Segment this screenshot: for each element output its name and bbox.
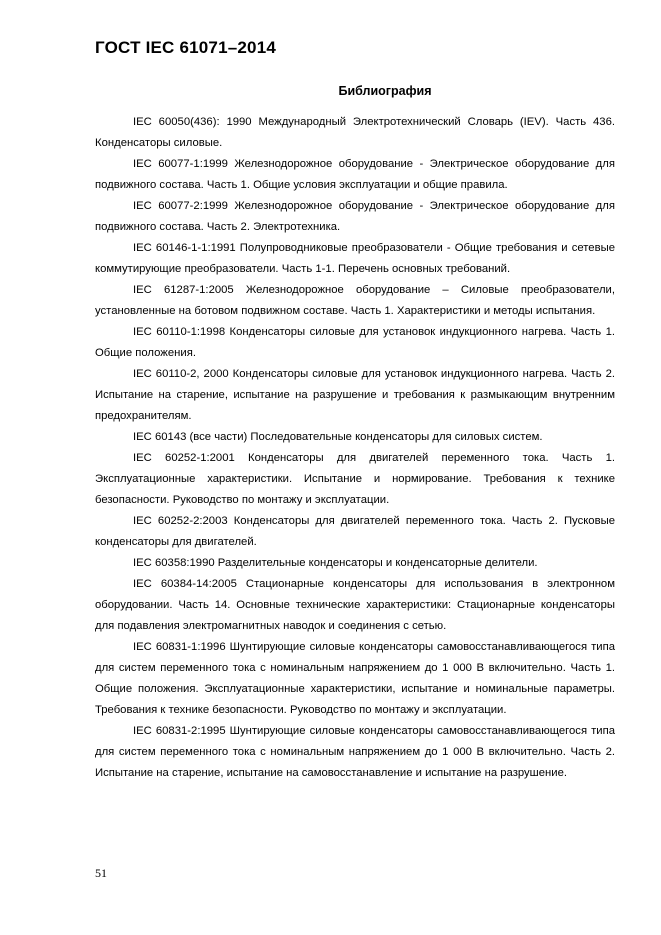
page-number: 51 [95, 866, 107, 880]
bibliography-title: Библиография [338, 84, 432, 98]
reference-entry: IEC 60384-14:2005 Стационарные конденсаторы для использования в электронном оборудовании. Часть 14. Основные технические характеристики: Стационарные конденсаторы для подавления электромагнитных наводок и соединения с сетью. [95, 578, 615, 632]
reference-entry: IEC 60143 (все части) Последовательные конденсаторы для силовых систем. [133, 431, 543, 443]
reference-entry: IEC 60110-1:1998 Конденсаторы силовые для установок индукционного нагрева. Часть 1. Общие положения. [95, 326, 615, 359]
reference-entry: IEC 60077-1:1999 Железнодорожное оборудование - Электрическое оборудование для подвижного состава. Часть 1. Общие условия эксплуатации и общие правила. [95, 158, 615, 191]
reference-entry: IEC 60358:1990 Разделительные конденсаторы и конденсаторные делители. [133, 557, 538, 569]
reference-entry: IEC 60146-1-1:1991 Полупроводниковые преобразователи - Общие требования и сетевые коммутирующие преобразователи. Часть 1-1. Перечень основных требований. [95, 242, 615, 275]
reference-entry: IEC 60110-2, 2000 Конденсаторы силовые для установок индукционного нагрева. Часть 2. Испытание на старение, испытание на разрушение и требования к размыкающим внутренним предохранителям. [95, 368, 615, 422]
reference-entry: IEC 60252-1:2001 Конденсаторы для двигателей переменного тока. Часть 1. Эксплуатационные характеристики. Испытание и нормирование. Требования к технике безопасности. Руководство по монтажу и эксплуатации. [95, 452, 615, 506]
reference-entry: IEC 60077-2:1999 Железнодорожное оборудование - Электрическое оборудование для подвижного состава. Часть 2. Электротехника. [95, 200, 615, 233]
reference-entry: IEC 60050(436): 1990 Международный Электротехнический Словарь (IEV). Часть 436. Конденсаторы силовые. [95, 116, 615, 149]
reference-entry: IEC 60831-2:1995 Шунтирующие силовые конденсаторы самовосстанавливающегося типа для систем переменного тока с номинальным напряжением до 1 000 В включительно. Часть 2. Испытание на старение, испытание на самовосстанавление и испытание на разрушение. [95, 725, 615, 779]
reference-entry: IEC 60831-1:1996 Шунтирующие силовые конденсаторы самовосстанавливающегося типа для систем переменного тока с номинальным напряжением до 1 000 В включительно. Часть 1. Общие положения. Эксплуатационные характеристики, испытание и номинальные параметры. Требования к технике безопасности. Руководство по монтажу и эксплуатации. [95, 641, 615, 716]
document-standard-id: ГОСТ IEC 61071–2014 [95, 38, 277, 57]
reference-entry: IEC 60252-2:2003 Конденсаторы для двигателей переменного тока. Часть 2. Пусковые конденсаторы для двигателей. [95, 515, 615, 548]
bibliography-list [95, 112, 615, 784]
reference-entry: IEC 61287-1:2005 Железнодорожное оборудование – Силовые преобразователи, установленные на ботовом подвижном составе. Часть 1. Характеристики и методы испытания. [95, 284, 615, 317]
